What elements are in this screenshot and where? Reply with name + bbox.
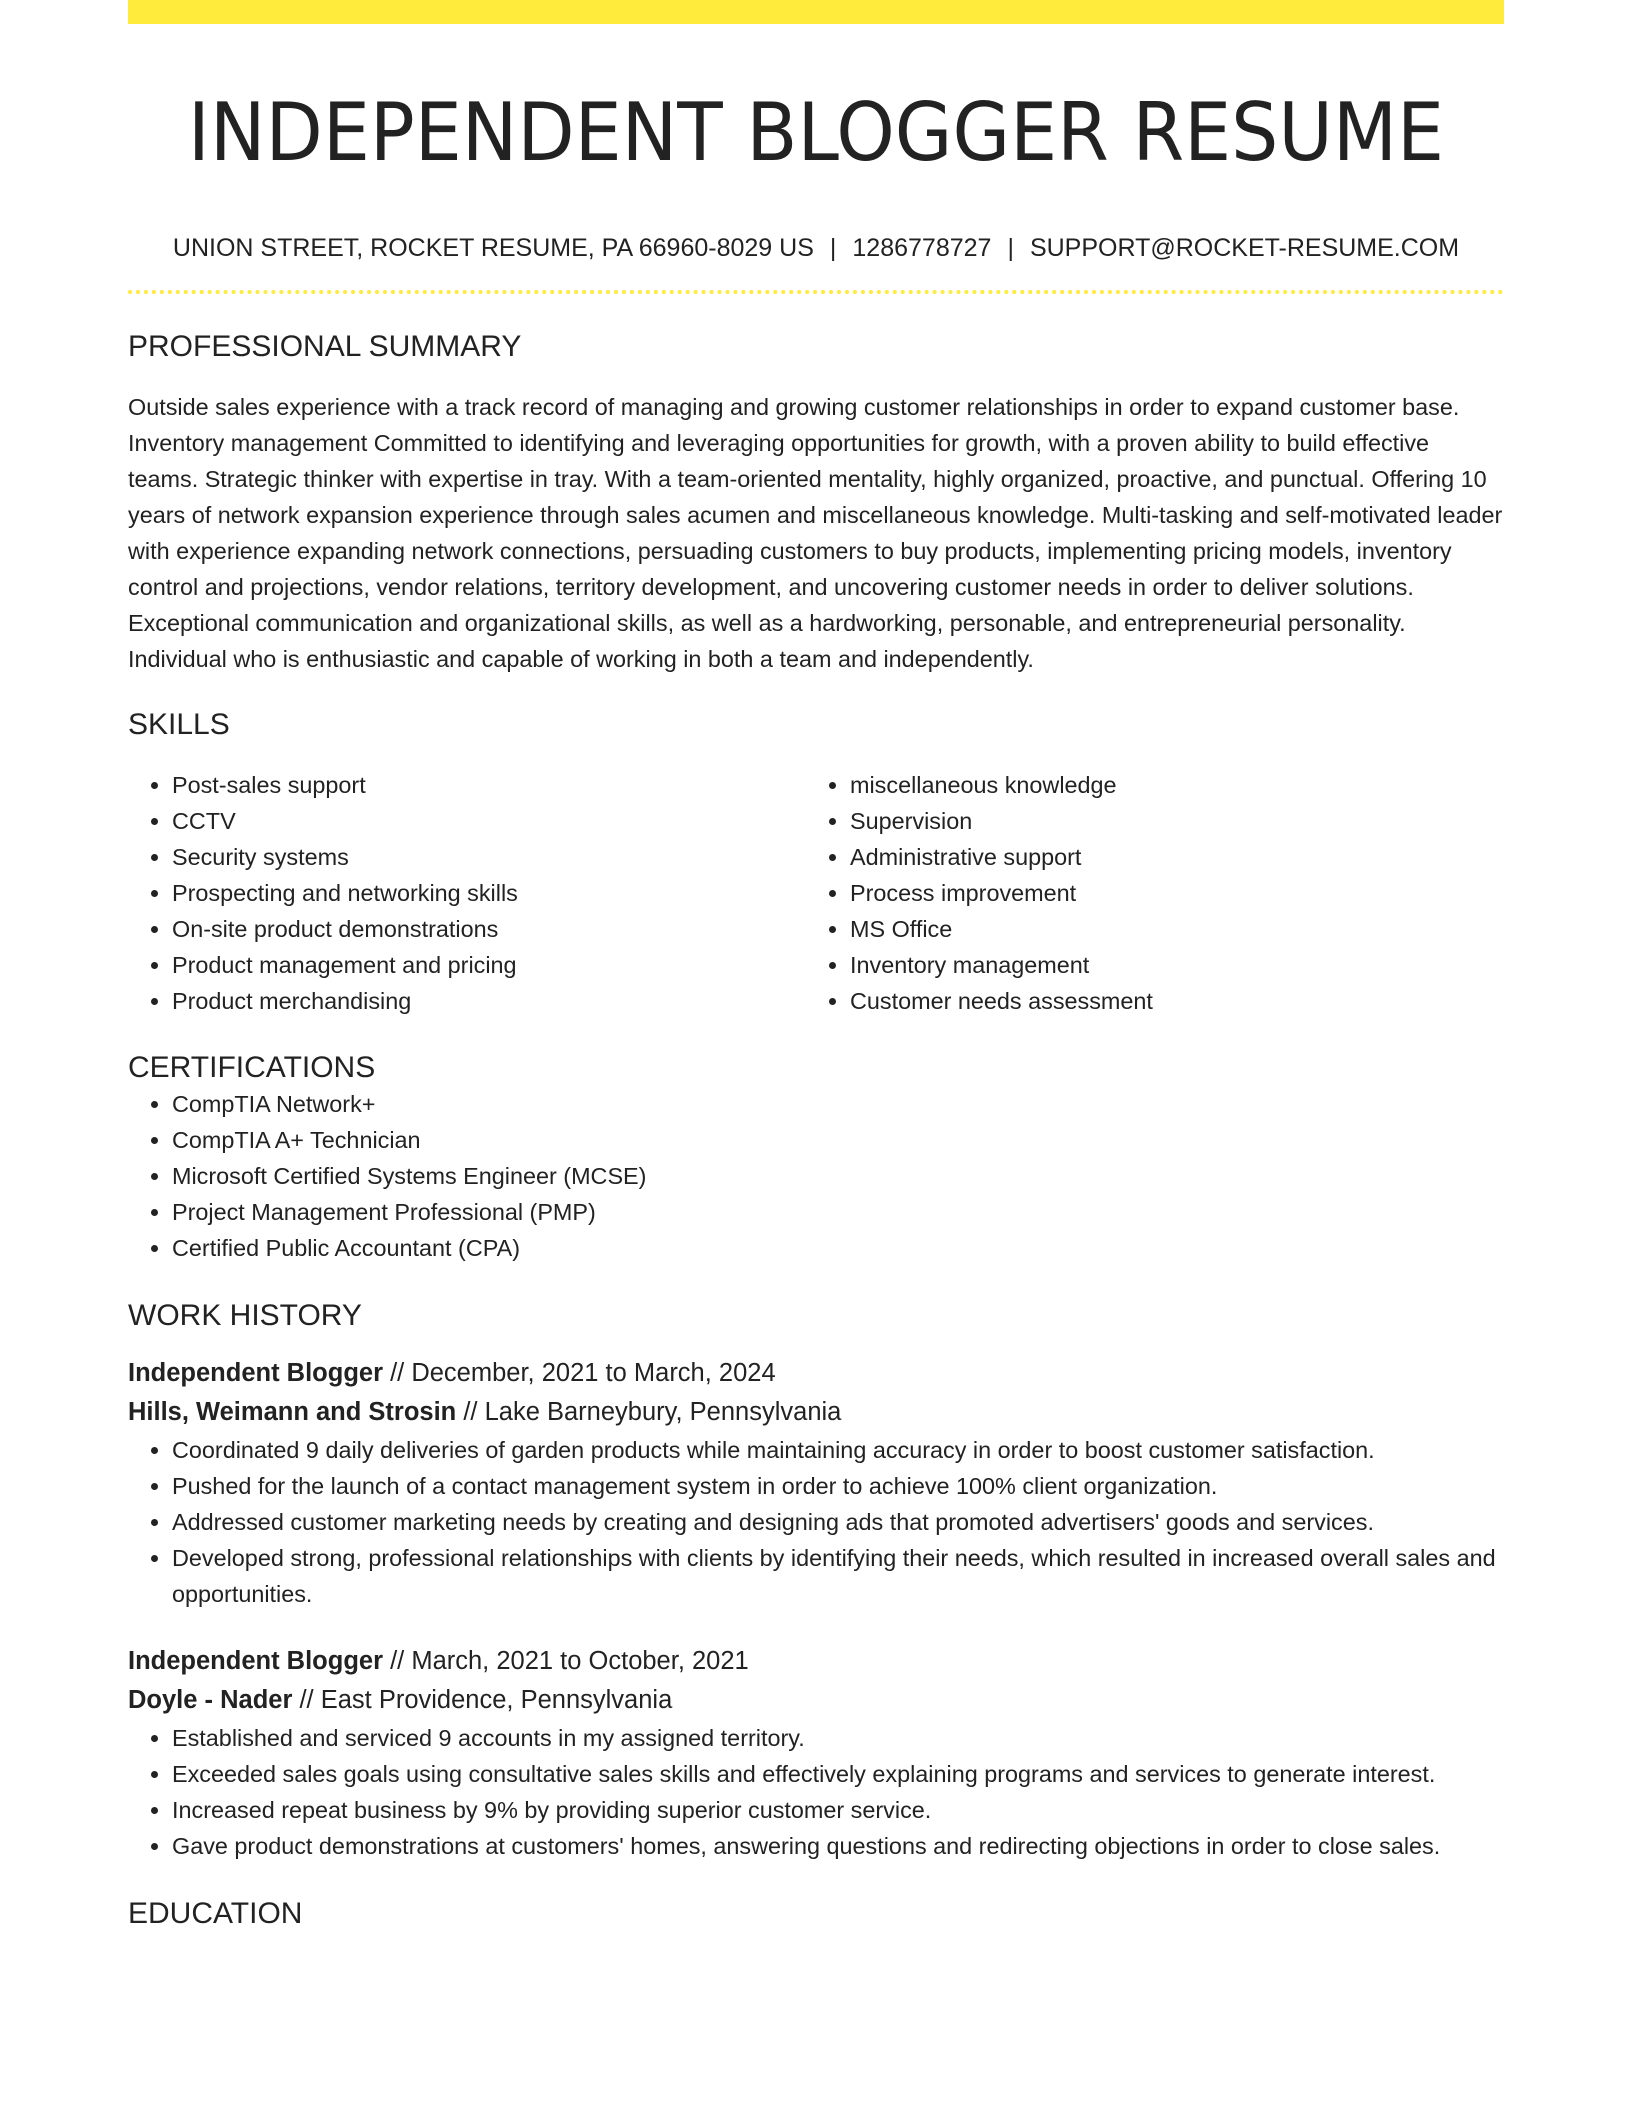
job-company: Hills, Weimann and Strosin: [128, 1398, 457, 1426]
job-company: Doyle - Nader: [128, 1686, 293, 1714]
certifications-heading: CERTIFICATIONS: [128, 1051, 376, 1084]
work-history-heading: WORK HISTORY: [128, 1299, 362, 1332]
certification-item: • CompTIA Network+: [172, 1086, 1504, 1122]
job-dates: // March, 2021 to October, 2021: [383, 1647, 749, 1675]
skill-item: • Customer needs assessment: [850, 983, 1484, 1019]
skills-column-right: [806, 767, 1484, 1019]
job-entry: [128, 1642, 1504, 1864]
summary-paragraph: Outside sales experience with a track record of managing and growing customer relationships in order to expand customer base. Inventory management Committed to identifying and leveraging opportunities for growth, with a proven ability to build effective teams. Strategic thinker with expertise in tray. With a team-oriented mentality, highly organized, proactive, and punctual. Offering 10 years of network expansion experience through sales acumen and miscellaneous knowledge. Multi-tasking and self-motivated leader with experience expanding network connections, persuading customers to buy products, implementing pricing models, inventory control and projections, vendor relations, territory development, and uncovering customer needs in order to deliver solutions. Exceptional communication and organizational skills, as well as a hardworking, personable, and entrepreneurial personality. Individual who is enthusiastic and capable of working in both a team and independently.: [128, 394, 1503, 672]
job-company-line: [128, 1681, 1504, 1720]
contact-email: SUPPORT@ROCKET-RESUME.COM: [1029, 234, 1460, 262]
job-title-line: [128, 1642, 1504, 1681]
job-title-line: [128, 1354, 1504, 1393]
job-duty-item: • Pushed for the launch of a contact management system in order to achieve 100% client organization.: [172, 1468, 1504, 1504]
certification-item: • Project Management Professional (PMP): [172, 1194, 1504, 1230]
skill-item: • Supervision: [850, 803, 1484, 839]
job-duty-item: • Addressed customer marketing needs by creating and designing ads that promoted advertisers' goods and services.: [172, 1504, 1504, 1540]
resume-page: [128, 0, 1504, 1932]
contact-separator: |: [829, 234, 837, 262]
certification-item: • CompTIA A+ Technician: [172, 1122, 1504, 1158]
accent-top-bar: [128, 0, 1504, 24]
education-heading: EDUCATION: [128, 1897, 303, 1930]
skill-item: • CCTV: [172, 803, 806, 839]
job-duties-list: [128, 1432, 1504, 1612]
skills-heading: SKILLS: [128, 708, 230, 741]
contact-phone: 1286778727: [852, 234, 992, 262]
skill-item: • On-site product demonstrations: [172, 911, 806, 947]
contact-line: [128, 233, 1504, 263]
skill-item: • Inventory management: [850, 947, 1484, 983]
job-location: // Lake Barneybury, Pennsylvania: [456, 1398, 842, 1426]
job-duty-item: • Established and serviced 9 accounts in my assigned territory.: [172, 1720, 1504, 1756]
skill-item: • Security systems: [172, 839, 806, 875]
skill-item: • Product management and pricing: [172, 947, 806, 983]
skill-item: • Prospecting and networking skills: [172, 875, 806, 911]
skill-item: • miscellaneous knowledge: [850, 767, 1484, 803]
job-duty-item: • Developed strong, professional relationships with clients by identifying their needs, which resulted in increased overall sales and opportunities.: [172, 1540, 1504, 1612]
summary-heading: PROFESSIONAL SUMMARY: [128, 330, 522, 363]
certification-item: • Microsoft Certified Systems Engineer (MCSE): [172, 1158, 1504, 1194]
job-location: // East Providence, Pennsylvania: [292, 1686, 673, 1714]
job-duty-item: • Increased repeat business by 9% by providing superior customer service.: [172, 1792, 1504, 1828]
resume-title: INDEPENDENT BLOGGER RESUME: [187, 86, 1445, 179]
contact-separator: |: [1007, 234, 1014, 262]
job-duty-item: • Coordinated 9 daily deliveries of garden products while maintaining accuracy in order to boost customer satisfaction.: [172, 1432, 1504, 1468]
job-duties-list: [128, 1720, 1504, 1864]
job-duty-item: • Gave product demonstrations at customers' homes, answering questions and redirecting objections in order to close sales.: [172, 1828, 1504, 1864]
contact-address: UNION STREET, ROCKET RESUME, PA 66960-8029 US: [172, 234, 814, 262]
job-company-line: [128, 1393, 1504, 1432]
skills-grid: [128, 767, 1504, 1019]
skills-list-right: [806, 767, 1484, 1019]
skill-item: • MS Office: [850, 911, 1484, 947]
skill-item: • Post-sales support: [172, 767, 806, 803]
certifications-list: [128, 1086, 1504, 1266]
skill-item: • Administrative support: [850, 839, 1484, 875]
dotted-divider: [128, 290, 1504, 294]
skills-list-left: [128, 767, 806, 1019]
job-duty-item: • Exceeded sales goals using consultative sales skills and effectively explaining programs and services to generate interest.: [172, 1756, 1504, 1792]
skill-item: • Product merchandising: [172, 983, 806, 1019]
job-title: Independent Blogger: [128, 1647, 383, 1675]
job-dates: // December, 2021 to March, 2024: [383, 1359, 776, 1387]
skills-column-left: [128, 767, 806, 1019]
job-title: Independent Blogger: [128, 1359, 383, 1387]
job-entry: [128, 1354, 1504, 1612]
skill-item: • Process improvement: [850, 875, 1484, 911]
certification-item: • Certified Public Accountant (CPA): [172, 1230, 1504, 1266]
